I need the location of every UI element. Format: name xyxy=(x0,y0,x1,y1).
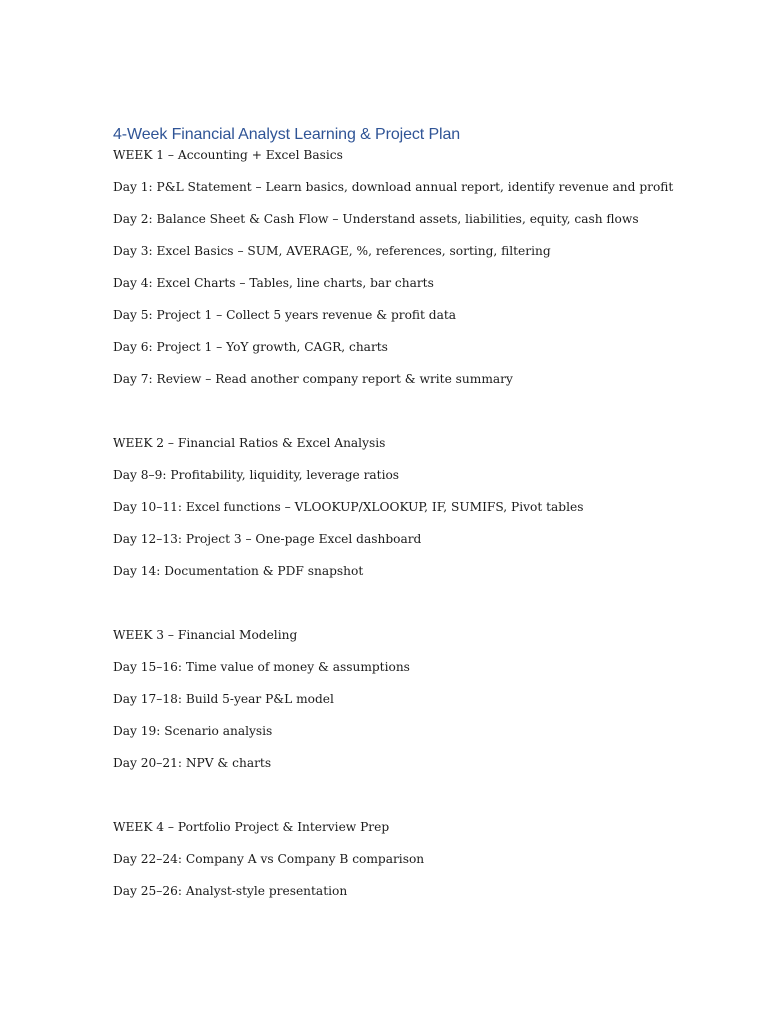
document-content xyxy=(113,124,733,915)
day-item: Day 12–13: Project 3 – One-page Excel dashboard xyxy=(113,532,422,546)
day-item: Day 22–24: Company A vs Company B comparison xyxy=(113,852,425,866)
day-item: Day 15–16: Time value of money & assumptions xyxy=(113,660,410,674)
week-heading: WEEK 2 – Financial Ratios & Excel Analysis xyxy=(113,436,386,450)
week-section-1 xyxy=(113,147,733,387)
day-item: Day 14: Documentation & PDF snapshot xyxy=(113,564,364,578)
day-item: Day 5: Project 1 – Collect 5 years revenue & profit data xyxy=(113,308,457,322)
week-section-4 xyxy=(113,819,733,899)
day-item: Day 20–21: NPV & charts xyxy=(113,756,272,770)
day-item: Day 8–9: Profitability, liquidity, leverage ratios xyxy=(113,468,400,482)
week-heading: WEEK 1 – Accounting + Excel Basics xyxy=(113,148,343,162)
day-item: Day 1: P&L Statement – Learn basics, download annual report, identify revenue and profit xyxy=(113,180,674,194)
spacer xyxy=(113,787,733,819)
day-item: Day 6: Project 1 – YoY growth, CAGR, charts xyxy=(113,340,388,354)
day-item: Day 3: Excel Basics – SUM, AVERAGE, %, references, sorting, filtering xyxy=(113,244,551,258)
spacer xyxy=(113,595,733,627)
spacer xyxy=(113,403,733,435)
week-section-3 xyxy=(113,627,733,771)
day-item: Day 25–26: Analyst-style presentation xyxy=(113,884,348,898)
day-item: Day 2: Balance Sheet & Cash Flow – Understand assets, liabilities, equity, cash flows xyxy=(113,212,639,226)
day-item: Day 19: Scenario analysis xyxy=(113,724,273,738)
week-heading: WEEK 4 – Portfolio Project & Interview Prep xyxy=(113,820,390,834)
day-item: Day 10–11: Excel functions – VLOOKUP/XLOOKUP, IF, SUMIFS, Pivot tables xyxy=(113,500,584,514)
day-item: Day 17–18: Build 5-year P&L model xyxy=(113,692,334,706)
day-item: Day 7: Review – Read another company report & write summary xyxy=(113,372,513,386)
document-title: 4-Week Financial Analyst Learning & Project Plan xyxy=(113,126,461,143)
week-section-2 xyxy=(113,435,733,579)
week-heading: WEEK 3 – Financial Modeling xyxy=(113,628,298,642)
day-item: Day 4: Excel Charts – Tables, line charts, bar charts xyxy=(113,276,434,290)
